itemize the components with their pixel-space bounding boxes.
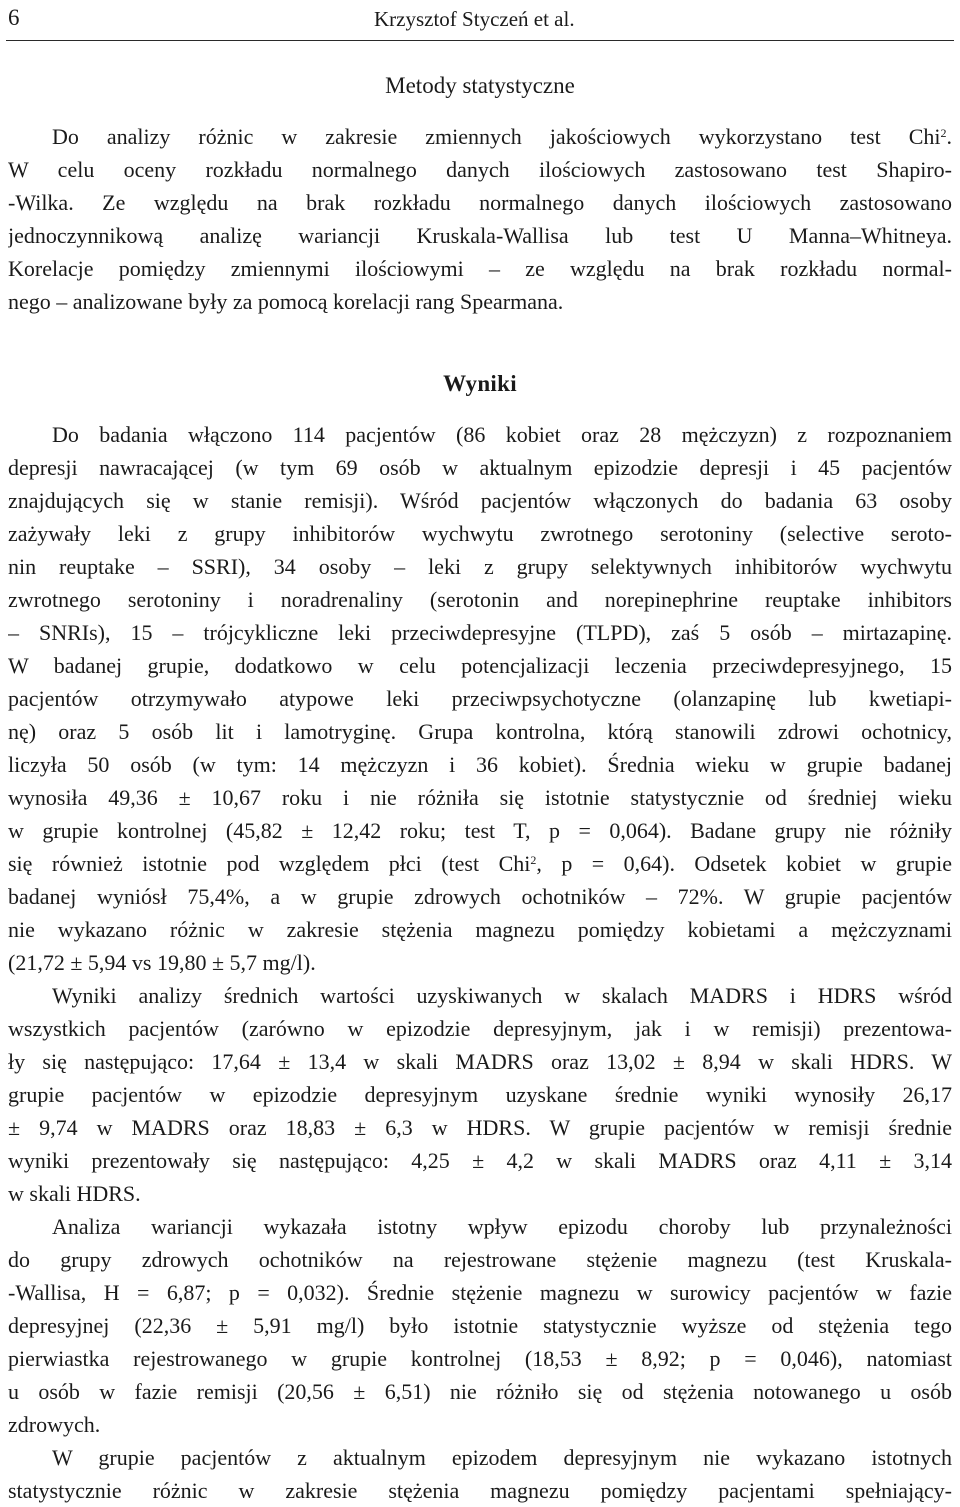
text-line [8,1309,952,1342]
text-line-content: nego – analizowane były za pomocą korelacji rang Spearmana. [8,289,564,314]
superscript: 2 [940,125,947,140]
text-line-content: zażywały leki z grupy inhibitorów wychwytu zwrotnego serotoniny (selective seroto- [8,521,952,546]
text-line-content: -Wilka. Ze względu na brak rozkładu normalnego danych ilościowych zastosowano [8,190,952,215]
header-rule [6,40,954,41]
text-line-content: nie wykazano różnic w zakresie stężenia magnezu pomiędzy kobietami a mężczyznami [8,917,952,942]
text-line-content: ły się następująco: 17,64 ± 13,4 w skali MADRS oraz 13,02 ± 8,94 w skali HDRS. W [8,1049,952,1074]
text-line-content: ± 9,74 w MADRS oraz 18,83 ± 6,3 w HDRS. W grupie pacjentów w remisji średnie [8,1115,952,1140]
text-line [8,517,952,550]
text-line [8,1441,952,1474]
text-line [8,880,952,913]
section-title-results: Wyniki [443,371,517,396]
text-line [8,1342,952,1375]
text-line [8,781,952,814]
text-line-content: Do analizy różnic w zakresie zmiennych jakościowych wykorzystano test Chi [52,124,941,149]
text-line-content: (21,72 ± 5,94 vs 19,80 ± 5,7 mg/l). [8,950,316,975]
text-line-content: statystycznie różnic w zakresie stężenia magnezu pomiędzy pacjentami spełniający- [8,1478,952,1503]
text-line-content: pierwiastka rejestrowanego w grupie kontrolnej (18,53 ± 8,92; p = 0,046), natomiast [8,1346,952,1371]
text-line-content: pacjentów otrzymywało atypowe leki przeciwpsychotyczne (olanzapinę lub kwetiapi- [8,686,952,711]
text-line-continuation: , p = 0,64). Odsetek kobiet w grupie [536,851,952,876]
text-line [8,1045,952,1078]
text-line-content: liczyła 50 osób (w tym: 14 mężczyzn i 36 kobiet). Średnia wieku w grupie badanej [8,752,952,777]
section-title-methods: Metody statystyczne [385,73,575,98]
text-line-content: w skali HDRS. [8,1181,141,1206]
text-line-content: depresyjnej (22,36 ± 5,91 mg/l) było istotnie statystycznie wyższe od stężenia tego [8,1313,952,1338]
text-line-content: Korelacje pomiędzy zmiennymi ilościowymi – ze względu na brak rozkładu normal- [8,256,952,281]
text-line-content: nin reuptake – SSRI), 34 osoby – leki z grupy selektywnych inhibitorów wychwytu [8,554,952,579]
text-line [8,913,952,946]
text-line-content: się również istotnie pod względem płci (test Chi [8,851,531,876]
text-line [8,1408,952,1441]
text-line-content: W grupie pacjentów z aktualnym epizodem depresyjnym nie wykazano istotnych [52,1445,952,1470]
text-line-content: zdrowych. [8,1412,101,1437]
text-line [8,1276,952,1309]
text-line-content: -Wallisa, H = 6,87; p = 0,032). Średnie stężenie magnezu w surowicy pacjentów w fazie [8,1280,952,1305]
text-line-content: wyniki prezentowały się następująco: 4,25 ± 4,2 w skali MADRS oraz 4,11 ± 3,14 [8,1148,952,1173]
text-line [8,484,952,517]
page-header [0,0,960,42]
text-line [8,583,952,616]
text-line [8,1375,952,1408]
text-line-content: depresji nawracającej (w tym 69 osób w aktualnym epizodzie depresji i 45 pacjentów [8,455,952,480]
text-line-content: W celu oceny rozkładu normalnego danych ilościowych zastosowano test Shapiro- [8,157,952,182]
text-line [8,120,952,153]
text-line-content: Do badania włączono 114 pacjentów (86 kobiet oraz 28 mężczyzn) z rozpoznaniem [52,422,952,447]
text-line-content: w grupie kontrolnej (45,82 ± 12,42 roku; test T, p = 0,064). Badane grupy nie różniły [8,818,952,843]
text-line [8,715,952,748]
text-line [8,1210,952,1243]
text-line [8,616,952,649]
text-line [8,979,952,1012]
text-line [8,285,952,318]
text-line [8,1111,952,1144]
text-line [8,946,952,979]
text-line [8,219,952,252]
text-line [8,1144,952,1177]
text-line [8,550,952,583]
text-line [8,748,952,781]
text-line-content: wynosiła 49,36 ± 10,67 roku i nie różniła się istotnie statystycznie od średniej wieku [8,785,952,810]
running-head: Krzysztof Styczeń et al. [374,7,575,31]
text-line-content: W badanej grupie, dodatkowo w celu potencjalizacji leczenia przeciwdepresyjnego, 15 [8,653,952,678]
text-line-content: znajdujących się w stanie remisji). Wśród pacjentów włączonych do badania 63 osoby [8,488,952,513]
text-line-content: Analiza wariancji wykazała istotny wpływ epizodu choroby lub przynależności [52,1214,952,1239]
superscript: 2 [530,852,537,867]
text-line [8,1243,952,1276]
text-line-content: nę) oraz 5 osób lit i lamotryginę. Grupa kontrolna, którą stanowili zdrowi ochotnicy, [8,719,952,744]
text-line-content: – SNRIs), 15 – trójcykliczne leki przeciwdepresyjne (TLPD), zaś 5 osób – mirtazapinę. [8,620,952,645]
text-line-content: wszystkich pacjentów (zarówno w epizodzie depresyjnym, jak i w remisji) prezentowa- [8,1016,952,1041]
text-line-content: do grupy zdrowych ochotników na rejestrowane stężenie magnezu (test Kruskala- [8,1247,952,1272]
text-line-content: zwrotnego serotoniny i noradrenaliny (serotonin and norepinephrine reuptake inhibitors [8,587,952,612]
results-body [8,418,952,1507]
methods-paragraph [8,120,952,318]
text-line [8,1012,952,1045]
text-line [8,814,952,847]
text-line-content: badanej wyniósł 75,4%, a w grupie zdrowych ochotników – 72%. W grupie pacjentów [8,884,952,909]
text-line [8,847,952,880]
text-line-content: jednoczynnikową analizę wariancji Kruskala-Wallisa lub test U Manna–Whitneya. [8,223,952,248]
text-line [8,451,952,484]
text-line-content: Wyniki analizy średnich wartości uzyskiwanych w skalach MADRS i HDRS wśród [52,983,952,1008]
text-line [8,1474,952,1507]
text-line [8,682,952,715]
text-line [8,1177,952,1210]
text-line-content: grupie pacjentów w epizodzie depresyjnym uzyskane średnie wyniki wynosiły 26,17 [8,1082,952,1107]
text-line [8,649,952,682]
text-line [8,186,952,219]
text-line [8,1078,952,1111]
text-line-continuation: . [946,124,952,149]
text-line-content: u osób w fazie remisji (20,56 ± 6,51) nie różniło się od stężenia notowanego u osób [8,1379,952,1404]
text-line [8,418,952,451]
text-line [8,153,952,186]
text-line [8,252,952,285]
page-number: 6 [8,5,20,30]
